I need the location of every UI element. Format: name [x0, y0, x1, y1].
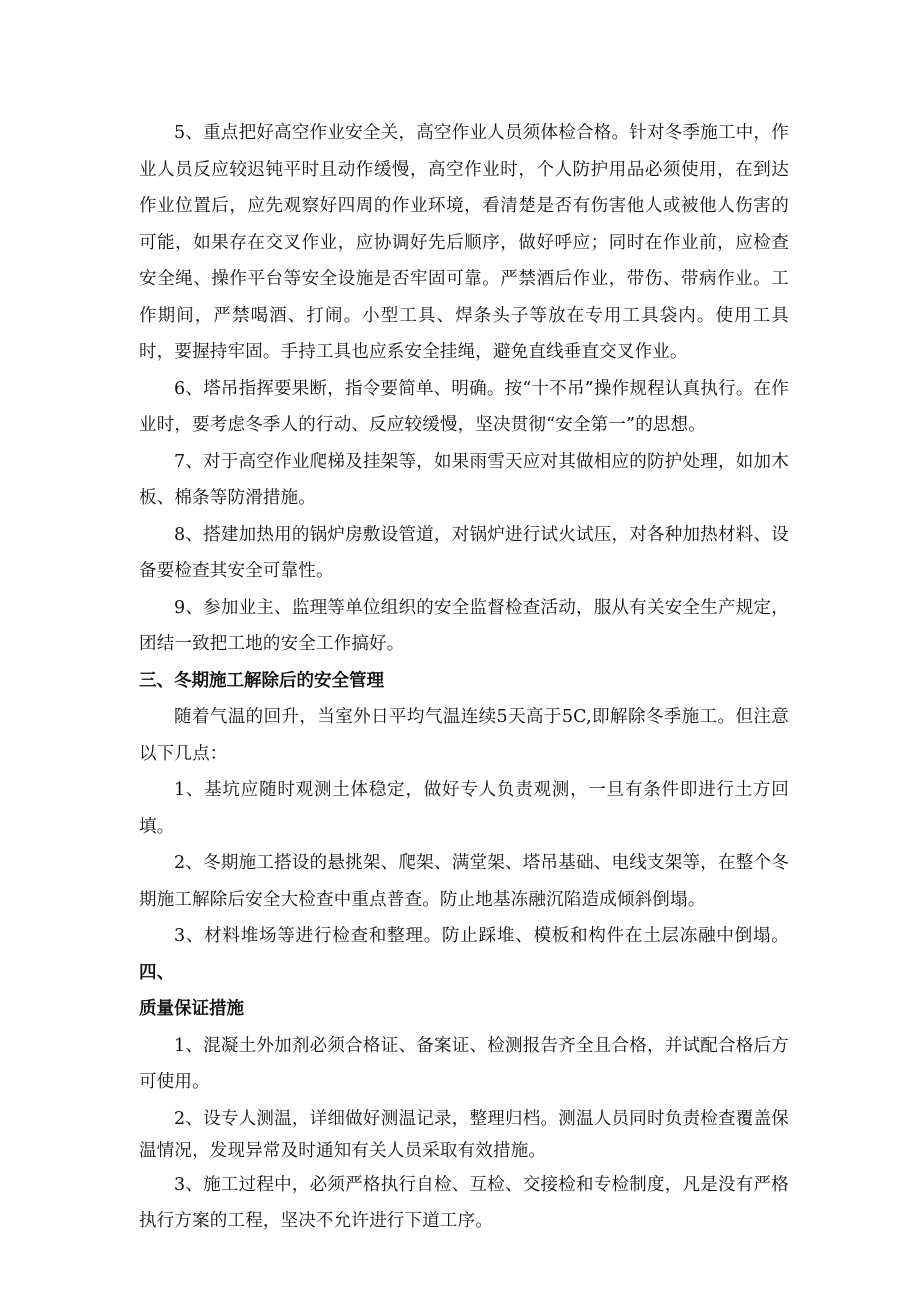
section-3-item-2: 2、冬期施工搭设的悬挑架、爬架、满堂架、塔吊基础、电线支架等，在整个冬期施工解除后安全大检查中重点普查。防止地基冻融沉陷造成倾斜倒塌。	[139, 853, 789, 910]
section-4-item-1: 1、混凝土外加剂必须合格证、备案证、检测报告齐全且合格，并试配合格后方可使用。	[139, 1035, 789, 1092]
paragraph-item-9: 9、参加业主、监理等单位组织的安全监督检查活动，服从有关安全生产规定，团结一致把工地的安全工作搞好。	[139, 597, 789, 654]
paragraph-item-5: 5、重点把好高空作业安全关，高空作业人员须体检合格。针对冬季施工中，作业人员反应较迟钝平时且动作缓慢，高空作业时，个人防护用品必须使用，在到达作业位置后，应先观察好四周的作业环境，看清楚是否有伤害他人或被他人伤害的可能，如果存在交叉作业，应协调好先后顺序，做好呼应；同时在作业前，应检查安全绳、操作平台等安全设施是否牢固可靠。严禁酒后作业，带伤、带病作业。工作期间，严禁喝酒、打闹。小型工具、焊条头子等放在专用工具袋内。使用工具时，要握持牢固。手持工具也应系安全挂绳，避免直线垂直交叉作业。	[139, 123, 789, 362]
document-body	[139, 115, 789, 1240]
section-3-item-3-text: 3、材料堆场等进行检查和整理。防止踩堆、模板和构件在土层冻融中倒塌。	[174, 926, 789, 946]
paragraph-item-6: 6、塔吊指挥要果断，指令要简单、明确。按“十不吊”操作规程认真执行。在作业时，要考虑冬季人的行动、反应较缓慢，坚决贯彻“安全第一”的思想。	[139, 378, 789, 435]
section-3-intro: 随着气温的回升，当室外日平均气温连续5天高于5C,即解除冬季施工。但注意以下几点：	[139, 707, 789, 764]
section-4-heading-number: 四、	[139, 962, 175, 983]
section-3-heading: 三、冬期施工解除后的安全管理	[139, 670, 384, 691]
section-3-item-3	[139, 918, 789, 991]
section-3-item-1: 1、基坑应随时观测土体稳定，做好专人负责观测，一旦有条件即进行土方回填。	[139, 780, 789, 837]
paragraph-item-8: 8、搭建加热用的锅炉房敷设管道，对锅炉进行试火试压，对各种加热材料、设备要检查其安全可靠性。	[139, 524, 789, 581]
section-4-heading: 质量保证措施	[139, 999, 244, 1019]
section-4-item-3: 3、施工过程中，必须严格执行自检、互检、交接检和专检制度，凡是没有严格执行方案的工程，坚决不允许进行下道工序。	[139, 1174, 789, 1231]
section-4-item-2: 2、设专人测温，详细做好测温记录，整理归档。测温人员同时负责检查覆盖保温情况，发现异常及时通知有关人员采取有效措施。	[139, 1108, 789, 1161]
paragraph-item-7: 7、对于高空作业爬梯及挂架等，如果雨雪天应对其做相应的防护处理，如加木板、棉条等防滑措施。	[139, 451, 789, 508]
